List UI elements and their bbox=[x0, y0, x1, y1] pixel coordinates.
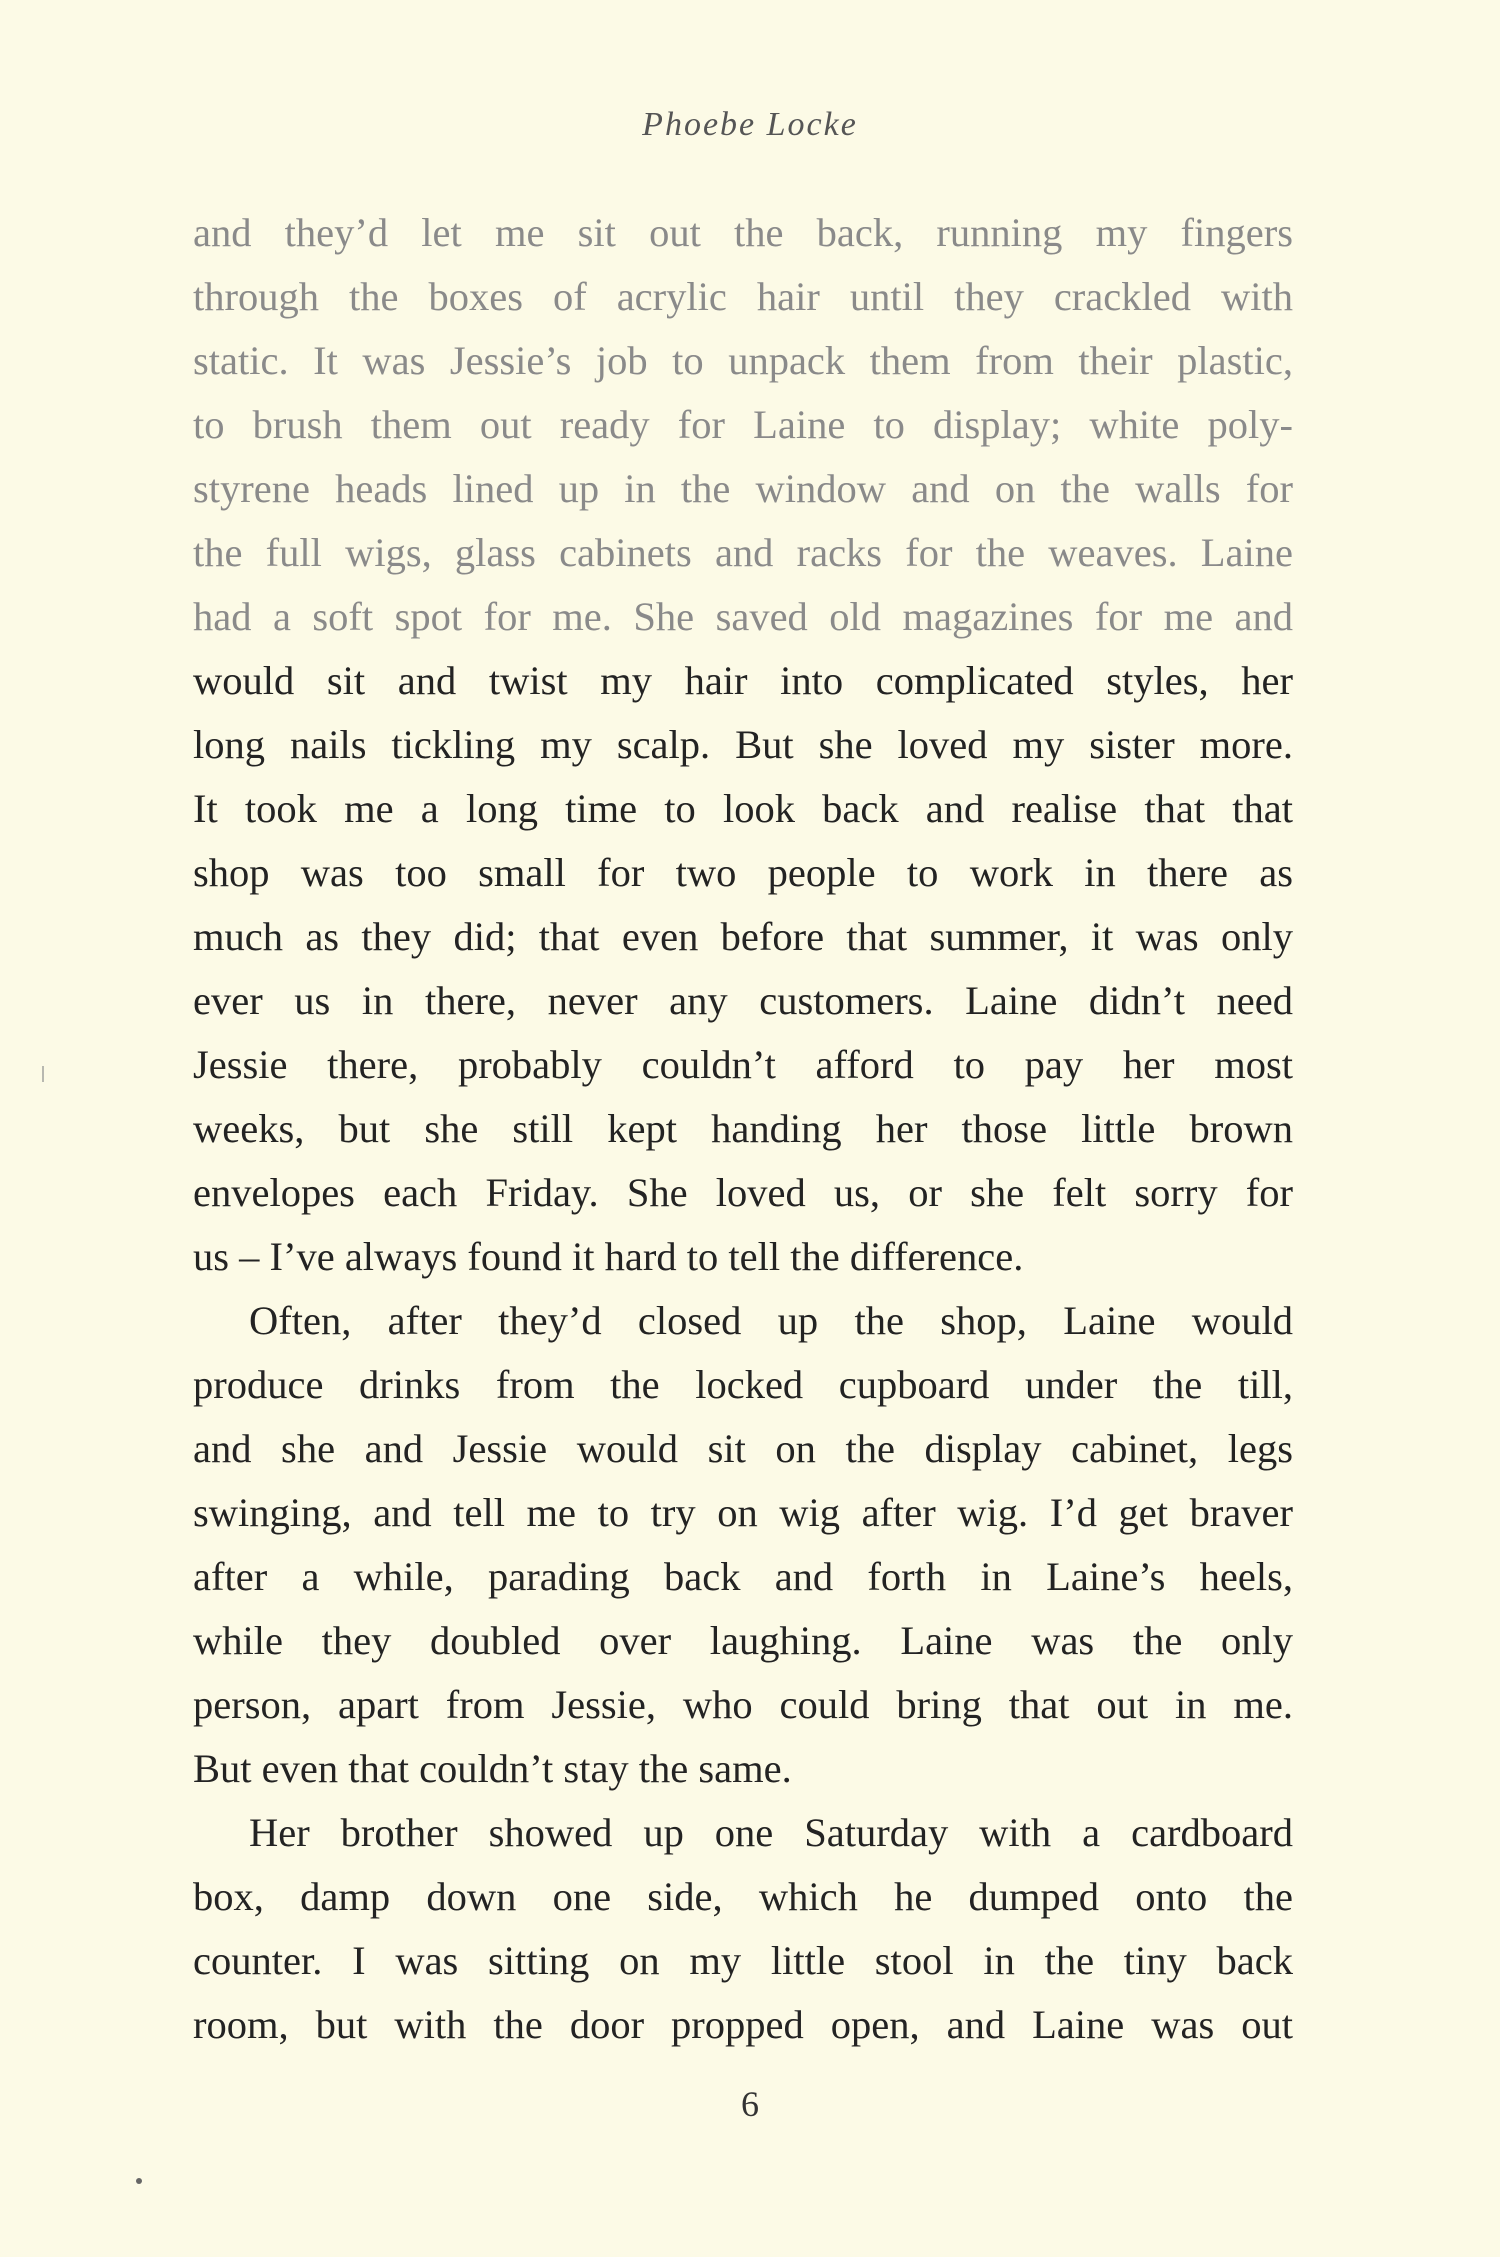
text-line: It took me a long time to look back and realise that that bbox=[193, 786, 1293, 831]
paragraph-start-line: Her brother showed up one Saturday with a cardboard bbox=[249, 1810, 1293, 1855]
text-line: us – I’ve always found it hard to tell the difference. bbox=[193, 1234, 1024, 1279]
paragraph-start-line: Often, after they’d closed up the shop, Laine would bbox=[249, 1298, 1293, 1343]
scan-artifact-mark bbox=[42, 1066, 44, 1082]
text-line: shop was too small for two people to work in there as bbox=[193, 850, 1293, 895]
text-line: But even that couldn’t stay the same. bbox=[193, 1746, 792, 1791]
text-line: produce drinks from the locked cupboard under the till, bbox=[193, 1362, 1293, 1407]
running-head: Phoebe Locke bbox=[642, 106, 858, 143]
body-text bbox=[193, 201, 1293, 2057]
text-line: the full wigs, glass cabinets and racks for the weaves. Laine bbox=[193, 530, 1293, 575]
text-line: room, but with the door propped open, and Laine was out bbox=[193, 2002, 1293, 2047]
text-line: static. It was Jessie’s job to unpack them from their plastic, bbox=[193, 338, 1293, 383]
text-line: person, apart from Jessie, who could bring that out in me. bbox=[193, 1682, 1293, 1727]
text-line: Jessie there, probably couldn’t afford to pay her most bbox=[193, 1042, 1293, 1087]
text-line: swinging, and tell me to try on wig after wig. I’d get braver bbox=[193, 1490, 1293, 1535]
text-line: while they doubled over laughing. Laine was the only bbox=[193, 1618, 1293, 1663]
scan-artifact-dot bbox=[136, 2178, 142, 2184]
text-line: would sit and twist my hair into complicated styles, her bbox=[193, 658, 1293, 703]
text-line: much as they did; that even before that summer, it was only bbox=[193, 914, 1293, 959]
text-line: envelopes each Friday. She loved us, or she felt sorry for bbox=[193, 1170, 1293, 1215]
text-line: box, damp down one side, which he dumped onto the bbox=[193, 1874, 1293, 1919]
text-line: styrene heads lined up in the window and on the walls for bbox=[193, 466, 1293, 511]
text-line: and she and Jessie would sit on the display cabinet, legs bbox=[193, 1426, 1293, 1471]
text-line: counter. I was sitting on my little stool in the tiny back bbox=[193, 1938, 1293, 1983]
text-line: to brush them out ready for Laine to display; white poly- bbox=[193, 402, 1293, 447]
page-number: 6 bbox=[741, 2084, 759, 2124]
text-line: after a while, parading back and forth in Laine’s heels, bbox=[193, 1554, 1293, 1599]
text-line: ever us in there, never any customers. Laine didn’t need bbox=[193, 978, 1293, 1023]
text-line: had a soft spot for me. She saved old magazines for me and bbox=[193, 594, 1293, 639]
text-line: and they’d let me sit out the back, running my fingers bbox=[193, 210, 1293, 255]
text-line: long nails tickling my scalp. But she loved my sister more. bbox=[193, 722, 1293, 767]
text-line: weeks, but she still kept handing her those little brown bbox=[193, 1106, 1293, 1151]
text-line: through the boxes of acrylic hair until they crackled with bbox=[193, 274, 1293, 319]
